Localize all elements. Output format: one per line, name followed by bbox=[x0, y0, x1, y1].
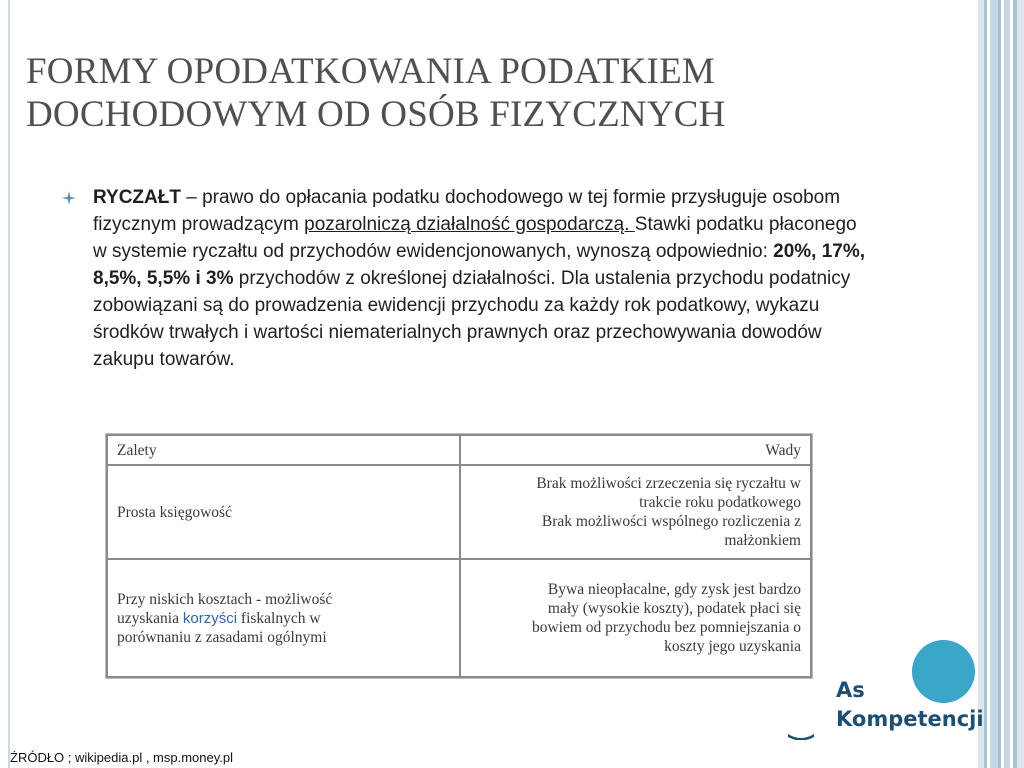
bullet-text-3: przychodów z określonej działalności. Dla ustalenia przychodu podatnicy zobowiązani są do prowadzenia ewidencji przychodu za każdy rok podatkowy, wykazu środków trwałych i wartości niematerialnych prawnych oraz przechowywania dowodów zakupu towarów. bbox=[93, 268, 851, 370]
advantage-2-line-1: Przy niskich kosztach - możliwość bbox=[117, 590, 333, 608]
korzysci-link[interactable]: korzyści bbox=[182, 609, 238, 627]
table-header-row bbox=[107, 435, 811, 465]
bullet-underlined-phrase: pozarolniczą działalność gospodarczą. bbox=[304, 214, 635, 235]
disadvantage-cell-2 bbox=[460, 559, 811, 677]
logo-wordmark bbox=[836, 676, 984, 734]
slide-title-line-1: FORMY OPODATKOWANIA PODATKIEM bbox=[26, 51, 715, 92]
source-footnote: ŹRÓDŁO ; wikipedia.pl , msp.money.pl bbox=[10, 750, 233, 765]
table-row bbox=[107, 465, 811, 559]
disadvantage-2-line-4: koszty jego uzyskania bbox=[664, 638, 801, 655]
bullet-paragraph bbox=[93, 184, 873, 373]
advantage-2-text-a: uzyskania bbox=[117, 609, 183, 627]
logo-swoosh-icon bbox=[788, 732, 814, 740]
slide-title bbox=[26, 50, 926, 136]
right-decorative-stripes bbox=[978, 0, 1024, 768]
disadvantage-2-line-2: mały (wysokie koszty), podatek płaci się bbox=[547, 600, 801, 617]
disadvantage-1-line-3: Brak możliwości wspólnego rozliczenia z bbox=[541, 513, 801, 530]
disadvantage-1-line-1: Brak możliwości zrzeczenia się ryczałtu w bbox=[536, 475, 801, 492]
table-row bbox=[107, 559, 811, 677]
advantage-cell-1: Prosta księgowość bbox=[107, 465, 460, 559]
four-point-diamond-bullet-icon bbox=[62, 191, 76, 205]
advantage-2-text-b: fiskalnych w bbox=[237, 609, 321, 627]
disadvantage-1-line-4: małżonkiem bbox=[724, 532, 801, 549]
disadvantage-1-line-2: trakcie roku podatkowego bbox=[639, 494, 801, 511]
header-disadvantages: Wady bbox=[460, 435, 811, 465]
bullet-text-2: Stawki podatku płaconego w systemie ryczałtu od przychodów ewidencjonowanych, wynoszą odpowiednio: bbox=[93, 214, 857, 262]
header-advantages: Zalety bbox=[107, 435, 460, 465]
disadvantage-2-line-1: Bywa nieopłacalne, gdy zysk jest bardzo bbox=[547, 581, 801, 598]
disadvantage-cell-1 bbox=[460, 465, 811, 559]
logo-line-2: Kompetencji bbox=[836, 707, 984, 731]
bullet-lead: RYCZAŁT bbox=[93, 187, 181, 208]
logo-line-1: As bbox=[836, 678, 865, 702]
bullet-text-1: – prawo do opłacania podatku dochodowego w tej formie przysługuje osobom fizycznym prowadzącym bbox=[93, 187, 841, 235]
slide-title-line-2: DOCHODOWYM OD OSÓB FIZYCZNYCH bbox=[26, 94, 726, 135]
disadvantage-2-line-3: bowiem od przychodu bez pomniejszania o bbox=[531, 619, 801, 636]
tax-rates: 20%, 17%, 8,5%, 5,5% i 3% bbox=[93, 241, 866, 289]
left-border-line bbox=[8, 0, 10, 768]
pros-cons-table bbox=[106, 434, 812, 678]
advantage-2-line-2 bbox=[117, 609, 450, 628]
advantage-cell-2 bbox=[107, 559, 460, 677]
advantage-2-line-3: porównaniu z zasadami ogólnymi bbox=[117, 628, 327, 646]
